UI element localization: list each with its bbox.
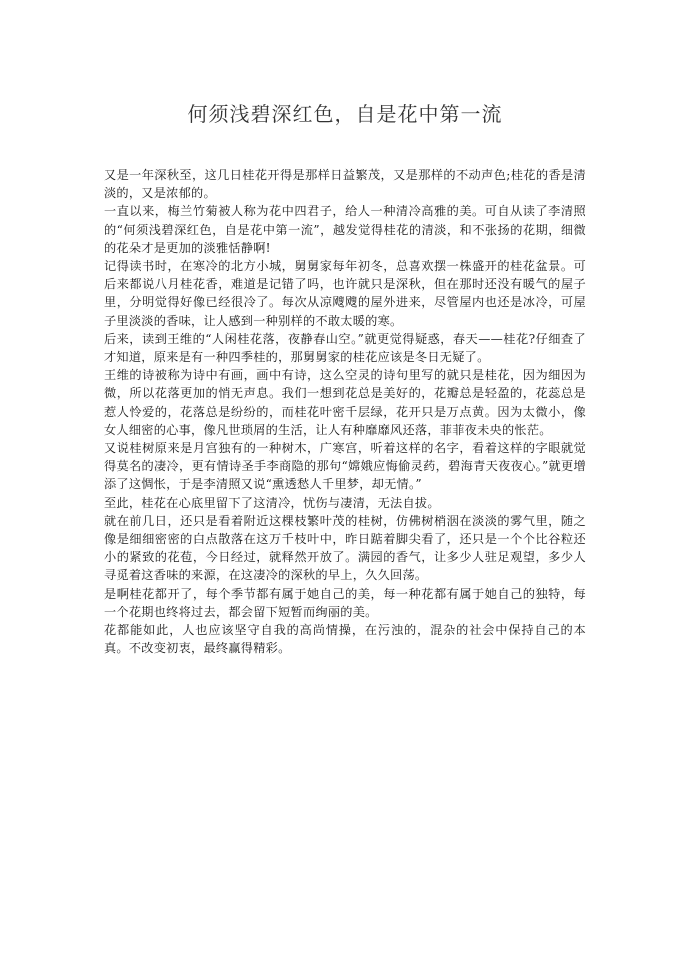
paragraph: 又说桂树原来是月宫独有的一种树木，广寒宫，听着这样的名字，看着这样的字眼就觉得莫名的凄冷，更有情诗圣手李商隐的那句“嫦娥应悔偷灵药，碧海青天夜夜心。”就更增添了这惆怅，于是李清照又说“熏透愁人千里梦，却无情。” (104, 441, 586, 492)
paragraph: 至此，桂花在心底里留下了这清冷，忧伤与凄清，无法自拔。 (104, 495, 440, 510)
paragraph: 又是一年深秋至，这几日桂花开得是那样日益繁茂，又是那样的不动声色;桂花的香是清淡的，又是浓郁的。 (104, 168, 586, 201)
paragraph: 花都能如此，人也应该坚守自我的高尚情操，在污浊的，混杂的社会中保持自己的本真。不改变初衷，最终赢得精彩。 (104, 623, 586, 656)
paragraph: 记得读书时，在寒冷的北方小城，舅舅家每年初冬，总喜欢摆一株盛开的桂花盆景。可后来都说八月桂花香，难道是记错了吗，也许就只是深秋，但在那时还没有暖气的屋子里，分明觉得好像已经很冷了。每次从凉飕飕的屋外进来，尽管屋内也还是冰冷，可屋子里淡淡的香味，让人感到一种别样的不敢太暖的寒。 (104, 259, 586, 328)
paragraph: 后来，读到王维的“人闲桂花落，夜静春山空。”就更觉得疑惑，春天——桂花?仔细查了才知道，原来是有一种四季桂的，那舅舅家的桂花应该是冬日无疑了。 (104, 331, 586, 365)
paragraph: 一直以来，梅兰竹菊被人称为花中四君子，给人一种清冷高雅的美。可自从读了李清照的“何须浅碧深红色，自是花中第一流”，越发觉得桂花的清淡，和不张扬的花期，细微的花朵才是更加的淡雅恬静啊! (104, 204, 586, 255)
document-body (104, 166, 586, 657)
paragraph: 是啊桂花都开了，每个季节都有属于她自己的美，每一种花都有属于她自己的独特，每一个花期也终将过去，都会留下短暂而绚丽的美。 (104, 586, 586, 619)
document-title: 何须浅碧深红色，自是花中第一流 (187, 102, 503, 126)
paragraph: 王维的诗被称为诗中有画，画中有诗，这么空灵的诗句里写的就只是桂花，因为细因为微，所以花落更加的悄无声息。我们一想到花总是美好的，花瓣总是轻盈的，花蕊总是惹人怜爱的，花落总是纷纷的，而桂花叶密千层绿，花开只是万点黄。因为太微小，像女人细密的心事，像凡世琐屑的生活，让人有种靡靡风还落，菲菲夜未央的怅茫。 (104, 368, 586, 437)
paragraph: 就在前几日，还只是看着附近这棵枝繁叶茂的桂树，仿佛树梢洇在淡淡的雾气里，随之像是细细密密的白点散落在这万千枝叶中，昨日踮着脚尖看了，还只是一个个比谷粒还小的紧致的花苞，今日经过，就释然开放了。满园的香气，让多少人驻足观望，多少人寻觅着这香味的来源，在这凄冷的深秋的早上，久久回荡。 (104, 513, 586, 583)
